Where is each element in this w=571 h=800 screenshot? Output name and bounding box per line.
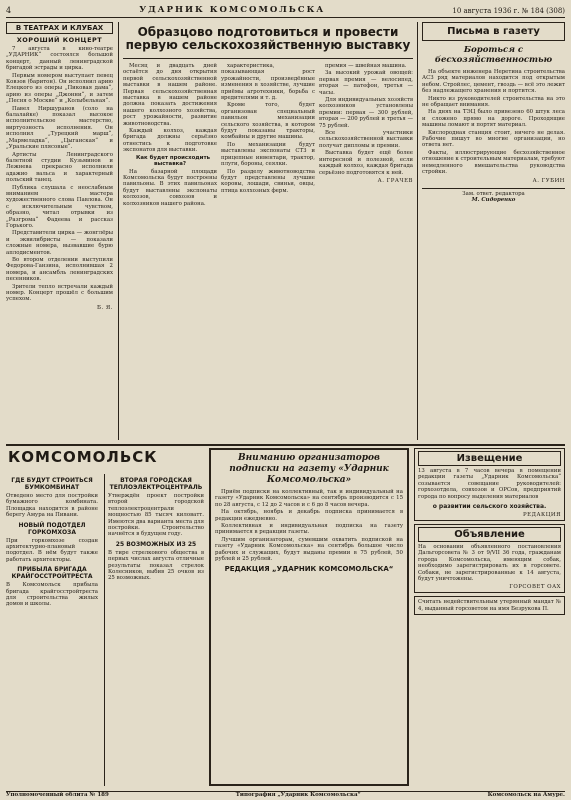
article-title-concert: ХОРОШИЙ КОНЦЕРТ — [16, 36, 103, 44]
paragraph: На октябрь, ноябрь и декабрь подписка принимается в редакции ежедневно. — [215, 509, 403, 522]
news-text: Отведено место для постройки бумажного комбината. Площадка находится в районе берегу Амура на Пивани. — [6, 493, 98, 519]
footer-left: Уполномоченный облита № 189 — [6, 792, 109, 798]
news-text: В Комсомольск прибыла бригада крайгосстройтреста для строительства жилых домов и школы. — [6, 582, 98, 608]
paragraph: Месяц и двадцать дней остаётся до дня открытия первой сельскохозяйственной выставки в нашем районе. Первая сельскохозяйственная выставка в нашем районе должна показать достижения нашего колхозного хозяйства, рост урожайности, развитие животноводства. — [123, 63, 217, 127]
announcement-title: Объявление — [418, 527, 561, 542]
paragraph: По разделу животноводства будут представлены лучшие коровы, лошади, свиньи, овцы, птица колхозных ферм. — [221, 168, 315, 194]
invalid-document-text: Считать недействительным утерянный мандат № 4, выданный горсоветом на имя Безрукова П. — [418, 599, 561, 612]
news-head: ВТОРАЯ ГОРОДСКАЯ ТЕПЛОЭЛЕКТРОЦЕНТРАЛЬ — [109, 477, 203, 491]
news-head: ГДЕ БУДУТ СТРОИТЬСЯ БУМКОМБИНАТ — [11, 477, 93, 491]
notice-text: 13 августа в 7 часов вечера в помещении редакции газеты „Ударник Комсомольска“ созывается совещание руководителей: горхозотдела, совхозов и ОРСов, предприятий города по вопросу выделения материалов — [418, 468, 561, 500]
subscription-body — [215, 489, 403, 562]
paragraph: 7 августа в кино-театре „УДАРНИК“ состоялся большой концерт, данный ленинградской бригадой эстрады и цирка. — [6, 46, 113, 72]
paragraph: На днях на ТЭЦ было привезено 60 штук леса и сложено прямо на дороге. Проходящие машины ломают и портят материал. — [422, 109, 565, 129]
news-head: НОВЫЙ ПОДОТДЕЛ ГОРКОМХОЗА — [18, 521, 86, 536]
page-number: 4 — [6, 6, 13, 15]
subscription-closing: РЕДАКЦИЯ „УДАРНИК КОМСОМОЛЬСКА“ — [224, 565, 394, 574]
notice-emphasis: о развитии сельского хозяйства. — [432, 503, 547, 511]
subscription-title: Вниманию организаторов подписки на газету «Ударник Комсомольска» — [229, 453, 389, 485]
notices-column — [414, 448, 565, 786]
exhibition-col-c — [319, 63, 413, 208]
masthead — [6, 4, 565, 18]
paragraph: Кроме того, будет организован специальный павильон механизации сельского хозяйства, в котором будут показаны тракторы, комбайны и другие машины. — [221, 102, 315, 141]
paragraph: премия — швейная машина. — [325, 63, 407, 69]
concert-signature: Б. Я. — [97, 304, 113, 311]
paragraph: Факты, иллюстрирующие бесхозяйственное отношение к строительным материалам, требуют немедленного вмешательства руководства стройки. — [422, 149, 565, 176]
paragraph: На базарной площади Комсомольска будут построены павильоны. В этих павильонах будут выставлены экспонаты колхозов, совхозов и колхозников нашего района. — [123, 168, 217, 207]
exhibition-article — [118, 22, 418, 440]
news-head: 25 ВОЗМОЖНЫХ ИЗ 25 — [115, 540, 197, 548]
paragraph: Артисты Ленинградского балетной студии Кузьминов и Лежнева прекрасно исполнили адажио вальса и характерный польский танец. — [6, 151, 113, 184]
news-text: Утверждён проект постройки второй городской теплоэлектроцентрали мощностью 85 тысяч киловатт. Имеются два варианта места для постройки. Строительство начнётся в будущем году. — [108, 493, 204, 538]
letters-head: Письма в газету — [422, 22, 565, 41]
paragraph: Публика слушала с неослабным вниманием мастера художественного слова Павлова. Он с исключительным чувством, образно, читал отрывки из „Разгрома“ Фадеева и рассказ Горького. — [6, 184, 113, 229]
paragraph: Все участники сельскохозяйственной выставки получат дипломы и премии. — [319, 130, 413, 149]
letters-subhead: Бороться с бесхозяйственностью — [434, 45, 553, 65]
editor-name: М. Сидоренко — [471, 196, 516, 203]
letters-signature: А. ГУБИН — [532, 177, 565, 184]
paragraph: Каждый колхоз, каждая бригада должны серьёзно отнестись к подготовке экспонатов для выставки. — [123, 128, 217, 154]
paragraph: Кислородная станция стоит, ничего не делая. Рабочие пишут во многие организации, но ответа нет. — [422, 129, 565, 149]
announcement-box — [414, 524, 565, 593]
paragraph: Приём подписки на коллективный, так и индивидуальный на газету «Ударник Комсомольска» на сентябрь производится с 15 по 28 августа, с 12 до 2 часов и с 6 до 8 часов вечера. — [215, 489, 403, 508]
theatre-column — [6, 22, 113, 440]
letters-column — [422, 22, 565, 440]
bottom-section — [6, 444, 565, 792]
invalid-document-box — [414, 596, 565, 615]
footer-center: Типография „Ударник Комсомольска“ — [235, 792, 361, 798]
exhibition-col-b — [221, 63, 315, 208]
paragraph: За высокий урожай овощей: первая премия — велосипед, вторая — патефон, третья — часы. — [319, 70, 413, 96]
subscription-notice — [209, 448, 409, 786]
exhibition-headline: Образцово подготовиться и провести первую сельскохозяйственную выставку — [123, 22, 413, 59]
concert-article-body — [6, 46, 113, 303]
news-head: ПРИБЫЛА БРИГАДА КРАЙГОССТРОЙТРЕСТА — [11, 566, 93, 581]
paper-name: УДАРНИК КОМСОМОЛЬСКА — [139, 5, 326, 15]
paragraph: Зрители тепло встречали каждый номер. Концерт прошёл с большим успехом. — [6, 283, 113, 303]
paragraph: Выставка будет ещё более интересной и полезной, если каждый колхоз, каждая бригада серьёзно подготовятся к ней. — [319, 150, 413, 176]
announcement-text: На основании объявленного постановления Дальгорсовета № 3 от 9/VII 36 года, гражданам города Комсомольска, имеющим собак, необходимо зарегистрировать их в горсовете. Собаки, не зарегистрированные к 14 августа, будут уничтожены. — [418, 544, 561, 583]
editor-label: Зам. ответ. редактора — [462, 190, 525, 197]
paragraph: Павел Ниршуранов (соло на балалайке) показал высокое исполнительское мастерство, виртуозность исполнения. Он исполнил „Турецкий марш“, „Мармеладка“, „Цыганская“ и „Уральские плясовые“. — [6, 105, 113, 151]
paragraph: Представители цирка — жонглёры и эквилибристы — показали сложные номера, вызвавшие бурю аплодисментов. — [6, 230, 113, 256]
news-text: При горкомхозе создан архитектурно-плановый подотдел. В нём будут также работать архитекторы. — [6, 537, 98, 563]
footer — [6, 791, 565, 800]
paragraph: На объекте инженера Неретина строительства АСЗ ряд материалов находится под открытым небом. Стройлес, цемент, гвоздь — всё это лежит без надлежащего хранения и портится. — [422, 69, 565, 95]
paragraph: Никто из руководителей строительства на это не обращает внимания. — [422, 95, 565, 109]
notice-title: Извещение — [418, 451, 561, 466]
paragraph: Коллективная и индивидуальная подписка на газету принимается в редакции газеты. — [215, 523, 403, 536]
subheading: Как будет происходить выставка? — [136, 154, 210, 168]
city-news-col2 — [104, 474, 204, 786]
exhibition-col-a — [123, 63, 217, 208]
exhibition-signature: А. ГРАЧЕВ — [377, 177, 413, 184]
paragraph: Для индивидуальных хозяйств колхозников установлены премии: первая — 300 рублей, вторая — 200 рублей и третья — 75 рублей. — [319, 97, 413, 129]
notice-box — [414, 448, 565, 521]
paragraph: Первым номером выступает певец Ковзов (баритон). Он исполнил арию Елецкого из оперы „Пиковая дама“, арию из оперы „Джонни“, и затем „Песня о Москве“ и „Колыбельная“. — [6, 72, 113, 105]
section-title-theatres: В ТЕАТРАХ И КЛУБАХ — [6, 22, 113, 34]
editor-credit — [422, 188, 565, 203]
exhibition-columns — [123, 63, 413, 208]
paragraph: Лучшим организаторам, сумевшим охватить подпиской на газету «Ударник Комсомольска» на сентябрь большое число рабочих и служащих, будут выданы премии в 75 рублей, 50 рублей и 25 рублей. — [215, 536, 403, 563]
notice-sign: РЕДАКЦИЯ — [523, 512, 561, 519]
paragraph: Во втором отделении выступили Федорова-Ганзина, исполнившая 2 номера, и ансамбль ленинградских песенников. — [6, 257, 113, 283]
komsomolsk-section-title: КОМСОМОЛЬСК — [8, 448, 158, 466]
paragraph: По механизации будут выставлены экспонаты СТЗ и прицепные инвентари, трактор, плуги, бороны, сеялки. — [221, 141, 315, 168]
paragraph: характеристика, показывающая рост урожайности, произведённые изменения в хозяйстве, лучшие приёмы агротехники, борьба с вредителями и т. д. — [221, 63, 315, 102]
announcement-sign: ГОРСОВЕТ ОАХ — [509, 584, 561, 591]
letters-body — [422, 69, 565, 176]
news-text: В тире стрелкового общества в первых числах августа отличные результаты показал стрелок Колесников, выбив 25 очков из 25 возможных. — [108, 549, 204, 582]
city-news-col1 — [6, 474, 101, 786]
issue-date: 10 августа 1936 г. № 184 (308) — [452, 7, 565, 15]
top-section — [6, 22, 565, 440]
footer-right: Комсомольск на Амуре. — [487, 792, 565, 798]
